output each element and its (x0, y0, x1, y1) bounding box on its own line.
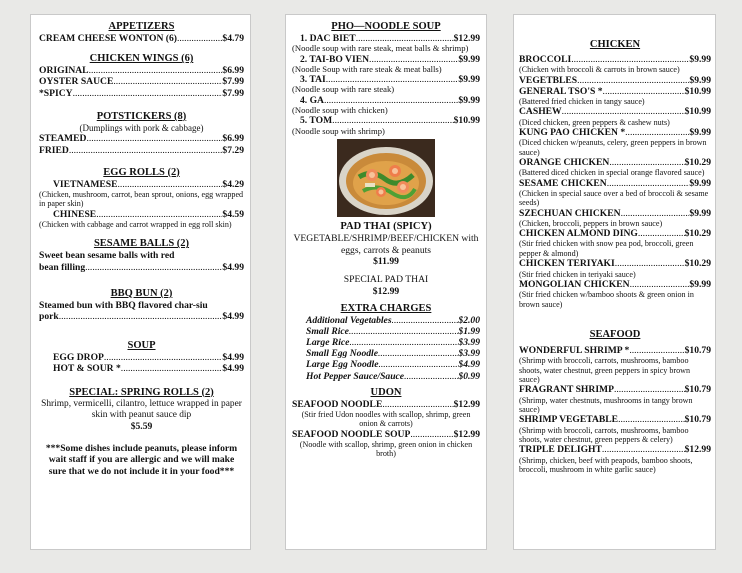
menu-item-row: ORIGINAL ..... $6.99 (39, 65, 244, 76)
menu-item-row: bean filling ..... $4.99 (39, 262, 244, 273)
menu-item-row: HOT & SOUR * ..... $4.99 (39, 363, 244, 374)
bbq-bun-line: Steamed bun with BBQ flavored char-siu (39, 299, 208, 311)
spring-rolls-description: Shrimp, vermicelli, cilantro, lettuce wrapped in paper skin with peanut sauce dip (41, 398, 242, 420)
menu-item-description: (Noodle soup with shrimp) (292, 125, 385, 136)
menu-item-description: (Stir fried chicken w/bamboo shoots & green onion in brown sauce) (519, 290, 694, 309)
menu-item-description: (Noodle Soup with rare steak & meat balls) (292, 63, 442, 74)
menu-panel-left (30, 14, 251, 550)
menu-item-row: Hot Pepper Sauce/Sauce ..... $0.99 (306, 371, 480, 382)
menu-item-row: pork ..... $4.99 (39, 311, 244, 322)
seafood-heading: SEAFOOD (589, 328, 641, 340)
menu-item-row: VEGETBLES ..... $9.99 (519, 75, 711, 86)
peanut-allergy-note: ***Some dishes include peanuts, please inform wait staff if you are allergic and we will make sure that we do not include it in your food*** (45, 442, 238, 477)
menu-item-row: CHICKEN TERIYAKI ..... $10.29 (519, 258, 711, 269)
menu-item-row: Large Rice ..... $3.99 (306, 337, 480, 348)
menu-item-row: 4. GA ..... $9.99 (292, 95, 480, 106)
menu-item-row: SZECHUAN CHICKEN ..... $9.99 (519, 208, 711, 219)
menu-item-description: (Chicken with broccoli & carrots in brown sauce) (519, 65, 680, 75)
menu-item-description: (Noodle soup with chicken) (292, 105, 388, 116)
menu-item-description: (Chicken with cabbage and carrot wrapped in egg roll skin) (39, 219, 232, 229)
menu-item-description: (Chicken, mushroom, carrot, bean sprout, onions, egg wrapped in paper skin) (39, 189, 244, 209)
menu-item-row: OYSTER SAUCE ..... $7.99 (39, 76, 244, 87)
menu-item-row: GENERAL TSO'S * ..... $10.99 (519, 86, 711, 97)
pad-thai-heading: PAD THAI (SPICY) (340, 221, 432, 233)
pho-heading: PHO—NOODLE SOUP (331, 21, 441, 32)
menu-item-row: ORANGE CHICKEN ..... $10.29 (519, 157, 711, 168)
sesame-balls-heading: SESAME BALLS (2) (93, 238, 190, 250)
pho-bowl-photo (337, 139, 435, 217)
sesame-balls-line: Sweet bean sesame balls with red (39, 250, 175, 262)
menu-item-row: SEAFOOD NOODLE ..... $12.99 (292, 399, 480, 410)
potstickers-description: (Dumplings with pork & cabbage) (79, 122, 204, 133)
menu-item-row: SHRIMP VEGETABLE ..... $10.79 (519, 414, 711, 425)
menu-item-row: FRAGRANT SHRIMP ..... $10.79 (519, 384, 711, 395)
menu-item-description: (Noodle soup with rare steak, meat balls & shrimp) (292, 43, 469, 54)
menu-item-description: (Stir fried Udon noodles with scallop, shrimp, green onion & carrots) (301, 409, 471, 429)
chicken-items-list (519, 54, 711, 309)
menu-item-row: BROCCOLI ..... $9.99 (519, 54, 711, 65)
chicken-wings-heading: CHICKEN WINGS (6) (89, 53, 194, 65)
chicken-heading: CHICKEN (589, 39, 641, 50)
menu-item-row: WONDERFUL SHRIMP * ..... $10.79 (519, 345, 711, 356)
menu-item-row: Small Rice ..... $1.99 (306, 326, 480, 337)
appetizers-heading: APPETIZERS (108, 21, 175, 32)
menu-item-row: SEAFOOD NOODLE SOUP ..... $12.99 (292, 429, 480, 440)
menu-item-description: (Shrimp with broccoli, carrots, mushrooms, bamboo shoots, water chestnut, green peppers & celery) (519, 425, 689, 444)
potstickers-heading: POTSTICKERS (8) (96, 110, 187, 122)
menu-item-row: CHINESE ..... $4.59 (39, 209, 244, 220)
menu-item-row: FRIED ..... $7.29 (39, 145, 244, 156)
menu-item-row: TRIPLE DELIGHT ..... $12.99 (519, 444, 711, 455)
menu-item-description: (Battered fried chicken in tangy sauce) (519, 97, 645, 107)
menu-item-description: (Shrimp, water chestnuts, mushrooms in tangy brown sauce) (519, 395, 693, 414)
menu-item-description: (Noodle with scallop, shrimp, green onion in chicken broth) (299, 439, 473, 459)
menu-item-row: EGG DROP ..... $4.99 (39, 352, 244, 363)
menu-item-row: *SPICY ..... $7.99 (39, 88, 244, 99)
menu-item-description: (Stir fried chicken in teriyaki sauce) (519, 269, 636, 279)
menu-item-row: VIETNAMESE ..... $4.29 (39, 179, 244, 190)
menu-item-description: (Noodle soup with rare steak) (292, 84, 395, 95)
pad-thai-price: $11.99 (373, 256, 399, 268)
menu-item-row: STEAMED ..... $6.99 (39, 133, 244, 144)
menu-item-description: (Stir fried chicken with snow pea pod, broccoli, green pepper & almond) (519, 239, 694, 258)
menu-item-description: (Diced chicken w/peanuts, celery, green peppers in brown sauce) (519, 138, 707, 157)
special-pad-thai-label: SPECIAL PAD THAI (343, 274, 429, 286)
menu-item-description: (Battered diced chicken in special orange flavored sauce) (519, 168, 705, 178)
menu-item-description: (Shrimp, chicken, beef with peapods, bamboo shoots, broccoli, mushroom in white garlic sauce) (519, 455, 693, 474)
spring-rolls-price: $5.59 (130, 420, 153, 432)
special-pad-thai-price: $12.99 (372, 285, 400, 297)
menu-item-description: (Chicken in special sauce over a bed of broccoli & sesame seeds) (519, 188, 709, 208)
menu-item-row: 1. DAC BIET ..... $12.99 (292, 33, 480, 44)
bbq-bun-heading: BBQ BUN (2) (110, 287, 173, 299)
menu-item-row: 3. TAI ..... $9.99 (292, 74, 480, 85)
spring-rolls-heading: SPECIAL: SPRING ROLLS (2) (69, 386, 214, 398)
menu-item-row: 2. TAI-BO VIEN ..... $9.99 (292, 54, 480, 65)
menu-item-row: KUNG PAO CHICKEN * ..... $9.99 (519, 127, 711, 138)
menu-item-row: CASHEW ..... $10.99 (519, 106, 711, 117)
pad-thai-description: VEGETABLE/SHRIMP/BEEF/CHICKEN with eggs, carrots & peanuts (293, 233, 479, 256)
menu-panel-right (513, 14, 716, 550)
menu-item-row: Large Egg Noodle ..... $4.99 (306, 359, 480, 370)
menu-item-row: Additional Vegetables ..... $2.00 (306, 315, 480, 326)
egg-rolls-heading: EGG ROLLS (2) (103, 166, 180, 178)
menu-item-row: Small Egg Noodle ..... $3.99 (306, 348, 480, 359)
soup-heading: SOUP (127, 340, 156, 352)
menu-item-row: MONGOLIAN CHICKEN ..... $9.99 (519, 279, 711, 290)
menu-item-row: 5. TOM ..... $10.99 (292, 115, 480, 126)
menu-item-description: (Shrimp with broccoli, carrots, mushrooms, bamboo shoots, water chestnut, green peppers in spicy brown sauce) (519, 356, 691, 384)
udon-heading: UDON (370, 386, 402, 398)
menu-item-row: CREAM CHEESE WONTON (6) ..... $4.79 (39, 33, 244, 44)
menu-item-row: SESAME CHICKEN ..... $9.99 (519, 178, 711, 189)
menu-item-description: (Diced chicken, green peppers & cashew nuts) (519, 117, 670, 127)
menu-item-description: (Chicken, broccoli, peppers in brown sauce) (519, 218, 663, 228)
extra-charges-heading: EXTRA CHARGES (340, 302, 432, 314)
menu-item-row: CHICKEN ALMOND DING ..... $10.29 (519, 228, 711, 239)
menu-panel-middle (285, 14, 487, 550)
